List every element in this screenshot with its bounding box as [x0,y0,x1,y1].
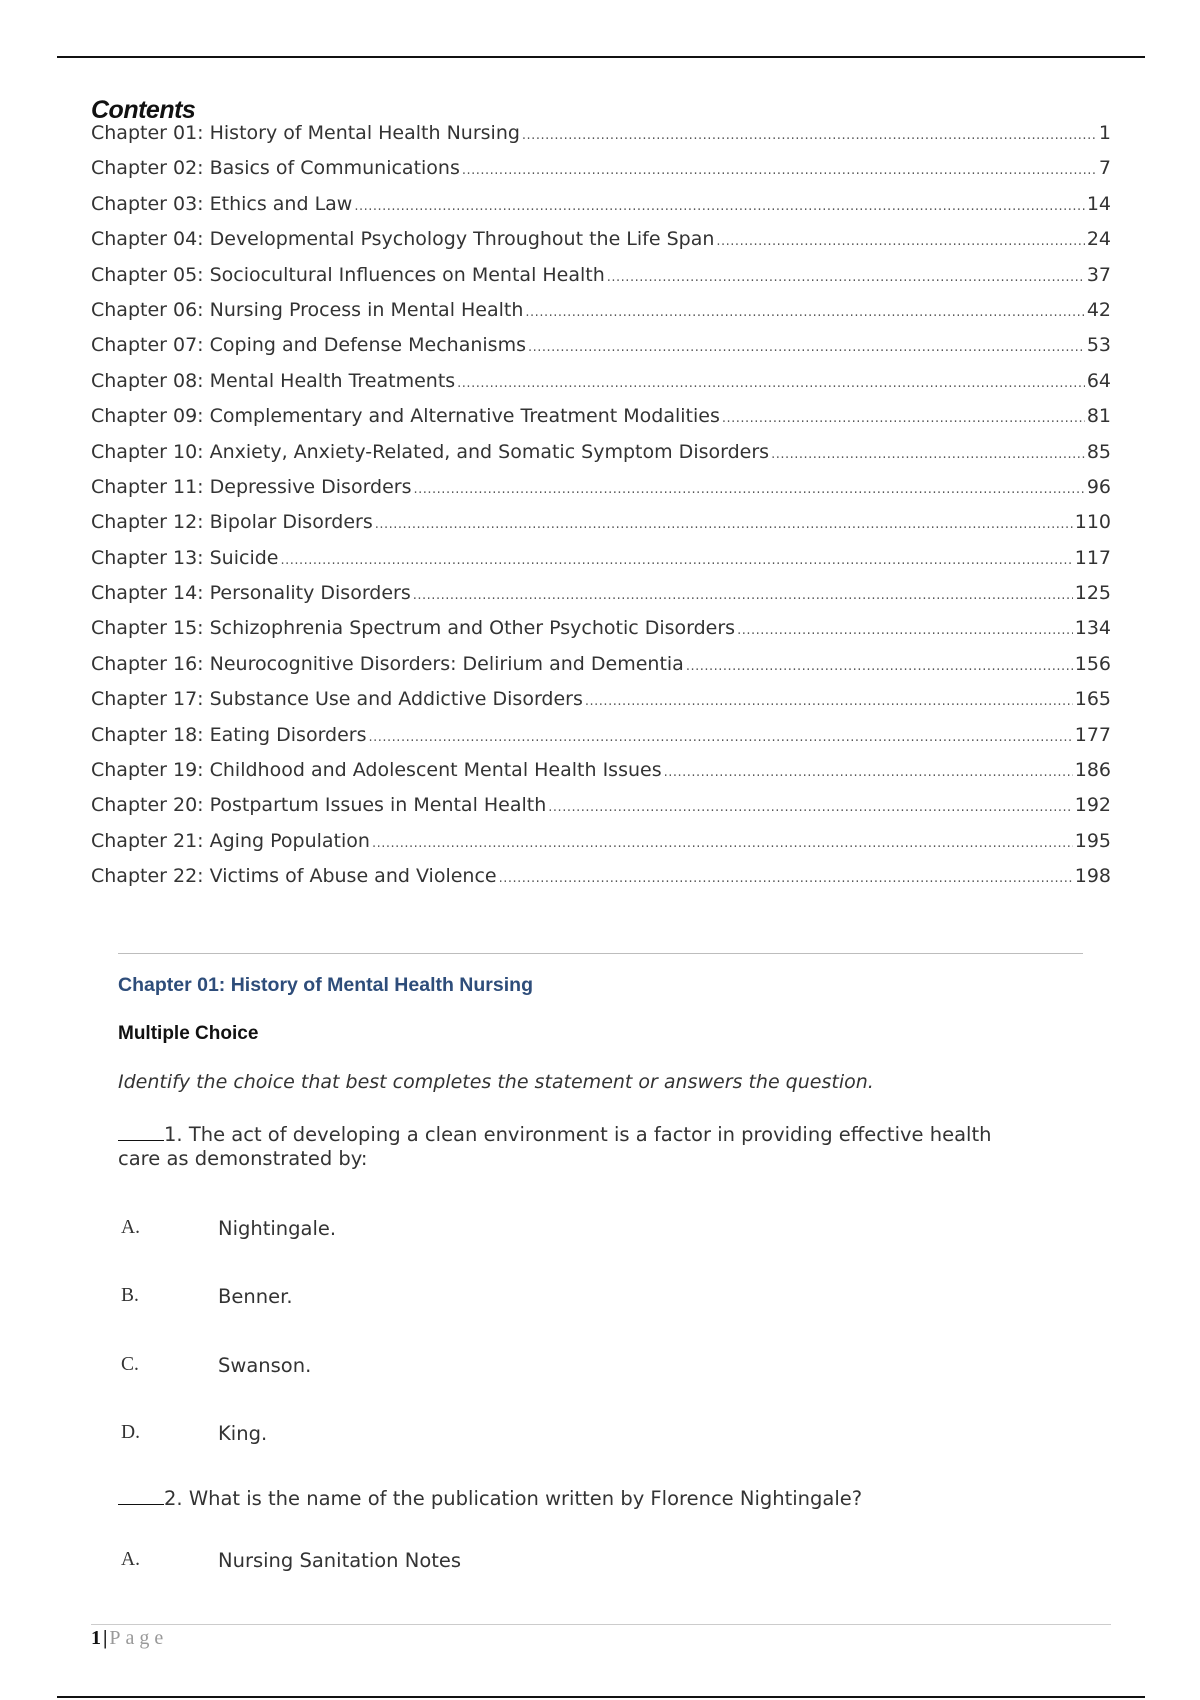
toc-entry-page: 37 [1086,263,1111,286]
toc-entry-title: Chapter 07: Coping and Defense Mechanisms [91,334,526,357]
toc-entry-page: 195 [1074,829,1111,852]
toc-dot-leader [737,623,1073,638]
toc-entry-title: Chapter 02: Basics of Communications [91,157,460,180]
answer-blank[interactable] [118,1122,164,1141]
toc-entry-title: Chapter 03: Ethics and Law [91,192,353,215]
option-text: Benner. [218,1285,293,1308]
toc-dot-leader [548,800,1072,815]
instruction-text: Identify the choice that best completes the statement or answers the question. [118,1071,874,1093]
toc-entry-page: 134 [1074,617,1111,640]
question-text: What is the name of the publication written by Florence Nightingale? [188,1487,863,1510]
option-text: Swanson. [218,1354,312,1377]
toc-entry-title: Chapter 21: Aging Population [91,829,370,852]
toc-dot-leader [722,411,1085,426]
toc-entry-page: 64 [1086,369,1111,392]
toc-entry[interactable] [91,724,1111,759]
toc-dot-leader [414,482,1085,497]
top-rule [57,56,1145,58]
toc-entry[interactable] [91,334,1111,369]
option-letter: B. [121,1285,139,1306]
toc-dot-leader [585,694,1073,709]
option-text: King. [218,1422,268,1445]
toc-entry-title: Chapter 16: Neurocognitive Disorders: Delirium and Dementia [91,652,684,675]
toc-entry-title: Chapter 12: Bipolar Disorders [91,511,373,534]
toc-entry[interactable] [91,193,1111,228]
option-letter: A. [121,1549,140,1570]
toc-entry-page: 165 [1074,688,1111,711]
toc-entry[interactable] [91,865,1111,900]
toc-entry[interactable] [91,830,1111,865]
toc-entry[interactable] [91,122,1111,157]
toc-dot-leader [607,270,1085,285]
toc-entry-title: Chapter 17: Substance Use and Addictive Disorders [91,688,583,711]
toc-entry-title: Chapter 11: Depressive Disorders [91,475,412,498]
toc-dot-leader [771,447,1085,462]
toc-dot-leader [375,517,1073,532]
toc-entry[interactable] [91,299,1111,334]
page-label: Page [109,1627,169,1649]
toc-entry-title: Chapter 01: History of Mental Health Nursing [91,122,520,144]
toc-dot-leader [664,765,1073,780]
toc-dot-leader [686,659,1073,674]
table-of-contents [91,122,1111,901]
bottom-rule [57,1696,1145,1698]
toc-heading: Contents [91,96,196,124]
toc-dot-leader [372,836,1073,851]
toc-entry-title: Chapter 22: Victims of Abuse and Violence [91,865,497,888]
toc-entry[interactable] [91,264,1111,299]
answer-blank[interactable] [118,1486,164,1505]
toc-entry-title: Chapter 10: Anxiety, Anxiety-Related, and Somatic Symptom Disorders [91,440,770,463]
toc-entry-page: 14 [1086,192,1111,215]
option-text: Nursing Sanitation Notes [218,1549,462,1572]
toc-entry[interactable] [91,441,1111,476]
toc-entry-page: 198 [1074,865,1111,888]
toc-entry-page: 7 [1098,157,1111,180]
footer-separator: | [103,1627,108,1649]
toc-entry-title: Chapter 14: Personality Disorders [91,582,411,605]
toc-entry-page: 177 [1074,723,1111,746]
toc-entry[interactable] [91,582,1111,617]
option-text: Nightingale. [218,1217,337,1240]
option-letter: A. [121,1217,140,1238]
toc-entry-page: 186 [1074,759,1111,782]
toc-entry-page: 85 [1086,440,1111,463]
toc-entry-title: Chapter 13: Suicide [91,546,279,569]
question-2 [118,1486,998,1511]
option-letter: D. [121,1422,140,1443]
toc-entry-title: Chapter 20: Postpartum Issues in Mental Health [91,794,547,817]
toc-entry-title: Chapter 04: Developmental Psychology Throughout the Life Span [91,228,715,251]
toc-dot-leader [522,128,1097,143]
toc-entry-page: 96 [1086,475,1111,498]
toc-entry-title: Chapter 18: Eating Disorders [91,723,367,746]
toc-entry[interactable] [91,794,1111,829]
toc-entry[interactable] [91,228,1111,263]
toc-entry[interactable] [91,653,1111,688]
toc-entry-page: 1 [1098,122,1111,144]
toc-entry-page: 156 [1074,652,1111,675]
toc-dot-leader [499,871,1073,886]
toc-dot-leader [462,163,1097,178]
toc-entry-title: Chapter 08: Mental Health Treatments [91,369,456,392]
question-number: 1. [164,1123,183,1146]
footer-divider [91,1624,1111,1625]
toc-entry[interactable] [91,370,1111,405]
toc-entry[interactable] [91,405,1111,440]
toc-entry[interactable] [91,759,1111,794]
option-letter: C. [121,1354,139,1375]
page-footer [91,1627,168,1650]
chapter-heading: Chapter 01: History of Mental Health Nursing [118,974,533,996]
toc-entry-title: Chapter 05: Sociocultural Influences on Mental Health [91,263,605,286]
toc-dot-leader [413,588,1073,603]
toc-dot-leader [354,199,1084,214]
toc-entry[interactable] [91,617,1111,652]
toc-dot-leader [280,553,1072,568]
toc-entry[interactable] [91,547,1111,582]
toc-entry[interactable] [91,688,1111,723]
toc-dot-leader [525,305,1084,320]
toc-entry-page: 110 [1074,511,1111,534]
page-number: 1 [91,1627,101,1649]
toc-entry-page: 53 [1086,334,1111,357]
toc-entry-title: Chapter 19: Childhood and Adolescent Mental Health Issues [91,759,662,782]
toc-entry-title: Chapter 09: Complementary and Alternative Treatment Modalities [91,405,720,428]
toc-entry-page: 117 [1074,546,1111,569]
toc-dot-leader [369,730,1073,745]
toc-entry[interactable] [91,157,1111,192]
toc-entry-page: 81 [1086,405,1111,428]
question-1 [118,1122,998,1171]
toc-entry-page: 24 [1086,228,1111,251]
toc-entry-title: Chapter 06: Nursing Process in Mental Health [91,298,524,321]
toc-entry[interactable] [91,511,1111,546]
question-text: The act of developing a clean environment is a factor in providing effective health care as demonstrated by: [118,1123,992,1170]
toc-entry-page: 125 [1074,582,1111,605]
question-type-heading: Multiple Choice [118,1023,259,1044]
toc-entry-page: 42 [1086,298,1111,321]
question-number: 2. [164,1487,183,1510]
toc-entry-page: 192 [1074,794,1111,817]
toc-dot-leader [716,234,1084,249]
toc-entry[interactable] [91,476,1111,511]
toc-dot-leader [457,376,1085,391]
section-divider [118,953,1083,954]
toc-dot-leader [528,340,1085,355]
toc-entry-title: Chapter 15: Schizophrenia Spectrum and Other Psychotic Disorders [91,617,736,640]
